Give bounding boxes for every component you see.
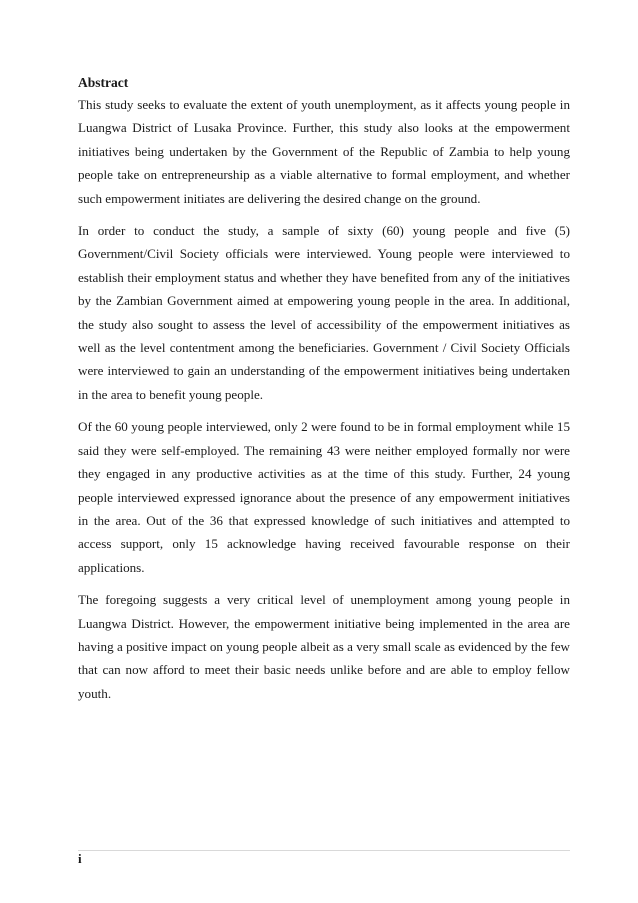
abstract-paragraph-1: This study seeks to evaluate the extent of youth unemployment, as it affects young people in Luangwa District of Lusaka Province. Further, this study also looks at the empowerment initiatives being undertaken by the Government of the Republic of Zambia to help young people take on entrepreneurship as a viable alternative to formal employment, and whether such empowerment initiates are delivering the desired change on the ground. — [78, 97, 570, 206]
abstract-paragraph-4: The foregoing suggests a very critical level of unemployment among young people in Luangwa District. However, the empowerment initiative being implemented in the area are having a positive impact on young people albeit as a very small scale as evidenced by the few that can now afford to meet their basic needs unlike before and are able to employ fellow youth. — [78, 592, 570, 701]
abstract-section — [78, 73, 570, 705]
page-number: i — [78, 851, 82, 866]
abstract-paragraph-2: In order to conduct the study, a sample of sixty (60) young people and five (5) Government/Civil Society officials were interviewed. Young people were interviewed to establish their employment status and whether they have benefited from any of the initiatives by the Zambian Government aimed at empowering young people in the area. In additional, the study also sought to assess the level of accessibility of the empowerment initiatives as well as the level contentment among the beneficiaries. Government / Civil Society Officials were interviewed to gain an understanding of the empowerment initiatives being undertaken in the area to benefit young people. — [78, 223, 570, 402]
abstract-heading: Abstract — [78, 75, 129, 90]
footer-divider — [78, 850, 570, 851]
abstract-paragraph-3: Of the 60 young people interviewed, only 2 were found to be in formal employment while 15 said they were self-employed. The remaining 43 were neither employed formally nor were they engaged in any productive activities as at the time of this study. Further, 24 young people interviewed expressed ignorance about the presence of any empowerment initiatives in the area. Out of the 36 that expressed knowledge of such initiatives and attempted to access support, only 15 acknowledge having received favourable response on their applications. — [78, 419, 570, 575]
